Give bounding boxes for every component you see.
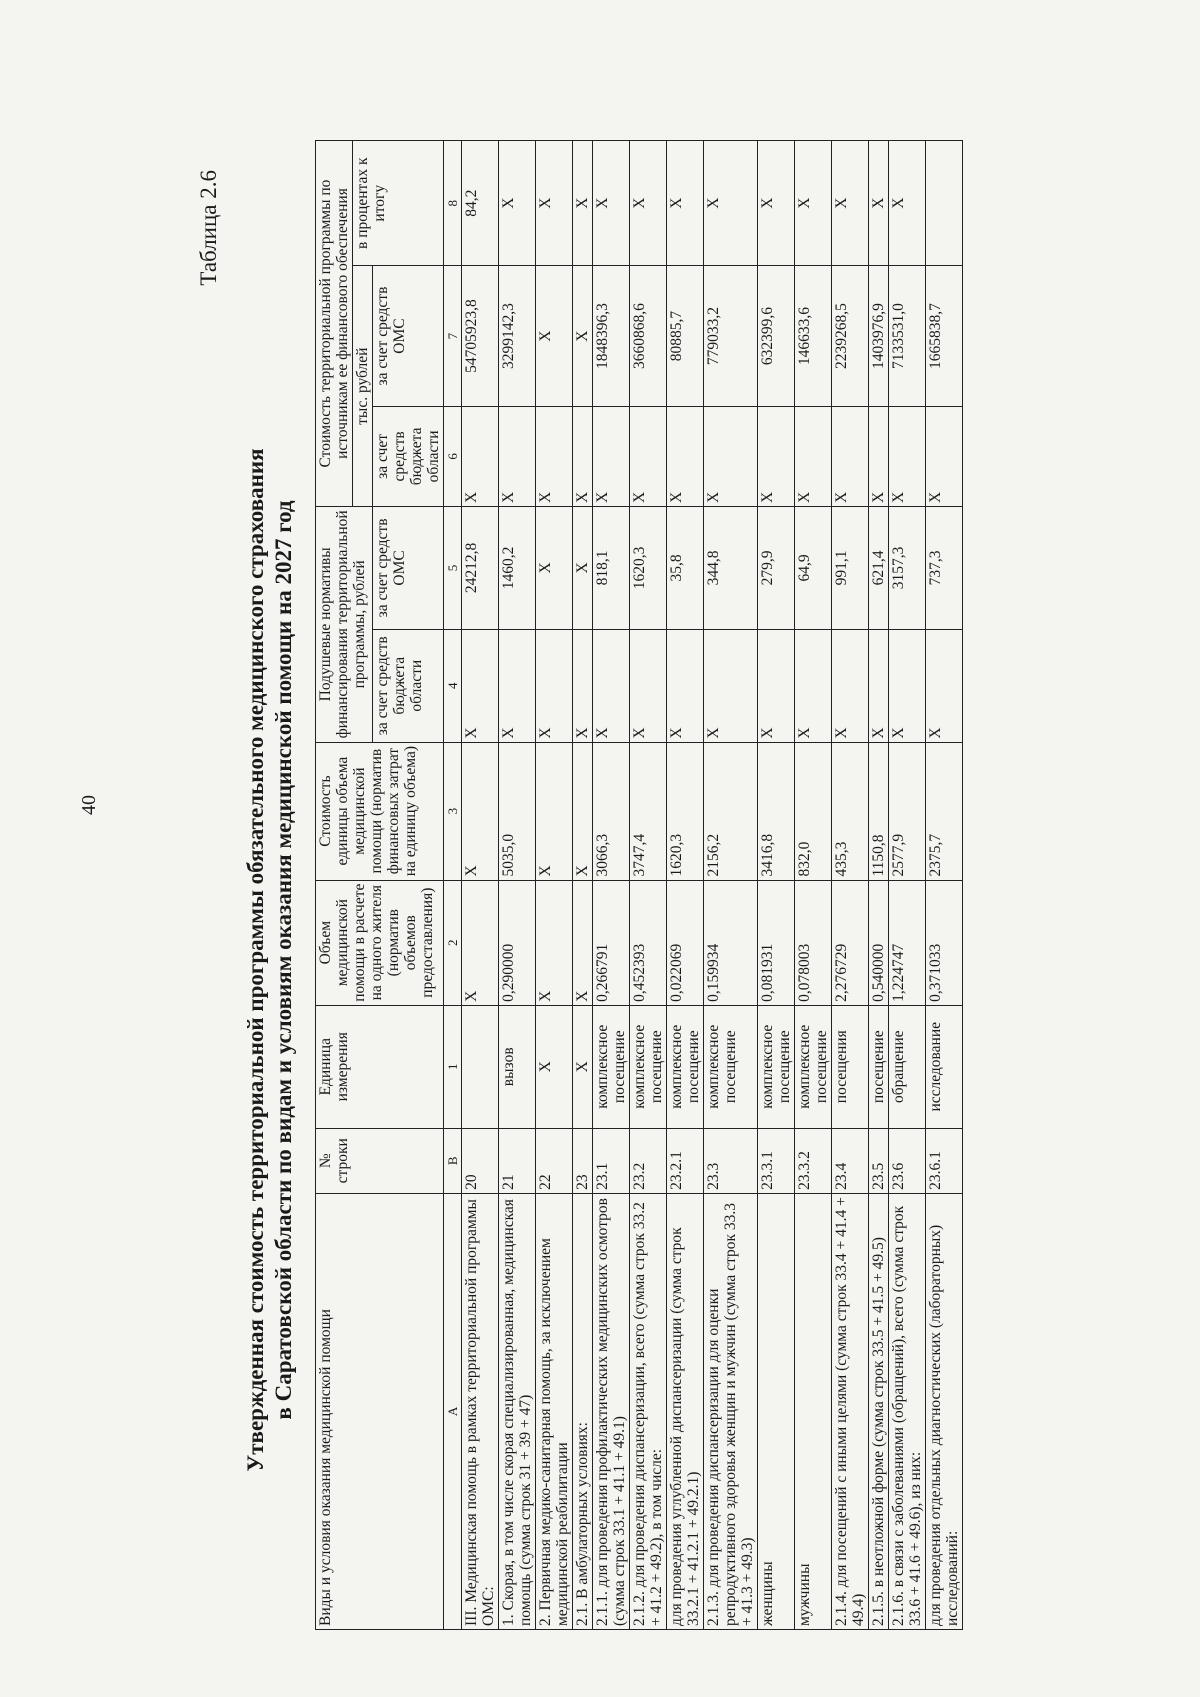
cell-volume: 0,371033 xyxy=(926,880,963,1005)
cell-unit: посещение xyxy=(869,1005,889,1128)
page-number: 40 xyxy=(78,795,100,815)
cell-unit: комплексное посещение xyxy=(593,1005,630,1128)
cell-pct: Х xyxy=(832,141,869,266)
cell-volume: Х xyxy=(462,880,499,1005)
cell-t-oms: 80885,7 xyxy=(667,266,704,406)
table-row xyxy=(869,141,889,1630)
cell-pct: Х xyxy=(573,141,593,266)
header-thousand-rub: тыс. рублей xyxy=(353,266,373,507)
cell-row-no: 23 xyxy=(573,1128,593,1193)
cell-unit: комплексное посещение xyxy=(704,1005,758,1128)
cell-pc-budget: Х xyxy=(832,629,869,742)
cell-cost: 832,0 xyxy=(795,742,832,880)
cell-volume: 0,452393 xyxy=(630,880,667,1005)
cell-pc-budget: Х xyxy=(536,629,573,742)
table-label: Таблица 2.6 xyxy=(196,170,221,286)
cell-kind: для проведения отдельных диагностических (лабораторных) исследований: xyxy=(926,1193,963,1629)
table-row xyxy=(704,141,758,1630)
cell-t-oms: 779033,2 xyxy=(704,266,758,406)
cell-t-oms: 3660868,6 xyxy=(630,266,667,406)
cell-t-budget: Х xyxy=(667,406,704,506)
cell-row-no: 21 xyxy=(499,1128,536,1193)
header-row-no: № строки xyxy=(316,1128,444,1193)
header-pc-oms: за счет средств ОМС xyxy=(373,507,444,630)
cell-pc-oms: 64,9 xyxy=(795,507,832,630)
cell-t-budget: Х xyxy=(536,406,573,506)
cell-cost: 2577,9 xyxy=(889,742,926,880)
cell-t-budget: Х xyxy=(462,406,499,506)
cell-volume: Х xyxy=(573,880,593,1005)
cell-cost: 2375,7 xyxy=(926,742,963,880)
col-number: 3 xyxy=(444,742,462,880)
cell-pc-budget: Х xyxy=(926,629,963,742)
cell-t-budget: Х xyxy=(593,406,630,506)
table-row xyxy=(630,141,667,1630)
cell-pc-budget: Х xyxy=(573,629,593,742)
cell-kind: 2.1. В амбулаторных условиях: xyxy=(573,1193,593,1629)
header-cost-unit: Стоимость единицы объема медицинской помощи (норматив финансовых затрат на единицу объема) xyxy=(316,742,444,880)
table-row xyxy=(536,141,573,1630)
table-row xyxy=(573,141,593,1630)
cell-unit: Х xyxy=(573,1005,593,1128)
cell-t-budget: Х xyxy=(889,406,926,506)
cell-pct: Х xyxy=(704,141,758,266)
cell-volume: 0,540000 xyxy=(869,880,889,1005)
cell-kind: 1. Скорая, в том числе скорая специализированная, медицинская помощь (сумма строк 31 + 39 + 47) xyxy=(499,1193,536,1629)
cell-pc-budget: Х xyxy=(889,629,926,742)
cell-pct: Х xyxy=(889,141,926,266)
cell-row-no: 23.5 xyxy=(869,1128,889,1193)
cell-pc-oms: Х xyxy=(536,507,573,630)
cell-kind: 2.1.5. в неотложной форме (сумма строк 33.5 + 41.5 + 49.5) xyxy=(869,1193,889,1629)
cell-pc-oms: 344,8 xyxy=(704,507,758,630)
cell-pct: Х xyxy=(795,141,832,266)
cell-pc-oms: 3157,3 xyxy=(889,507,926,630)
cell-row-no: 23.1 xyxy=(593,1128,630,1193)
cell-pc-budget: Х xyxy=(869,629,889,742)
col-number: 1 xyxy=(444,1005,462,1128)
cell-kind: мужчины xyxy=(795,1193,832,1629)
cell-t-budget: Х xyxy=(795,406,832,506)
cell-t-budget: Х xyxy=(704,406,758,506)
cell-row-no: 23.3.1 xyxy=(758,1128,795,1193)
document-title xyxy=(242,290,298,1630)
cell-kind: для проведения углубленной диспансеризации (сумма строк 33.2.1 + 41.2.1 + 49.2.1) xyxy=(667,1193,704,1629)
cell-volume: 0,078003 xyxy=(795,880,832,1005)
cell-pc-budget: Х xyxy=(795,629,832,742)
cell-cost: Х xyxy=(536,742,573,880)
cell-t-oms: 1848396,3 xyxy=(593,266,630,406)
header-percent: в процентах к итогу xyxy=(353,141,444,266)
cell-cost: 3066,3 xyxy=(593,742,630,880)
cell-t-oms: 3299142,3 xyxy=(499,266,536,406)
cell-kind: III. Медицинская помощь в рамках территориальной программы ОМС: xyxy=(462,1193,499,1629)
cell-pct: Х xyxy=(499,141,536,266)
cell-unit: Х xyxy=(536,1005,573,1128)
cell-unit: комплексное посещение xyxy=(758,1005,795,1128)
col-number: 5 xyxy=(444,507,462,630)
cell-cost: 5035,0 xyxy=(499,742,536,880)
table-row xyxy=(832,141,869,1630)
cell-pct: Х xyxy=(536,141,573,266)
cell-cost: 2156,2 xyxy=(704,742,758,880)
cell-pc-oms: 737,3 xyxy=(926,507,963,630)
cell-volume: 0,022069 xyxy=(667,880,704,1005)
cell-pc-oms: 35,8 xyxy=(667,507,704,630)
cell-t-budget: Х xyxy=(630,406,667,506)
cell-kind: 2.1.6. в связи с заболеваниями (обращений), всего (сумма строк 33.6 + 41.6 + 49.6), из них: xyxy=(889,1193,926,1629)
cell-unit: исследование xyxy=(926,1005,963,1128)
cell-volume: 0,159934 xyxy=(704,880,758,1005)
cell-pc-budget: Х xyxy=(667,629,704,742)
table-body xyxy=(462,141,963,1630)
cell-pc-oms: 818,1 xyxy=(593,507,630,630)
header-t-oms: за счет средств ОМС xyxy=(373,266,444,406)
cell-kind: 2. Первичная медико-санитарная помощь, за исключением медицинской реабилитации xyxy=(536,1193,573,1629)
table-row xyxy=(795,141,832,1630)
col-number: 4 xyxy=(444,629,462,742)
header-unit: Единица измерения xyxy=(316,1005,444,1128)
cell-pct: Х xyxy=(869,141,889,266)
cell-row-no: 23.2.1 xyxy=(667,1128,704,1193)
col-number: 2 xyxy=(444,880,462,1005)
cell-kind: 2.1.4. для посещений с иными целями (сумма строк 33.4 + 41.4 + 49.4) xyxy=(832,1193,869,1629)
header-per-capita: Подушевые нормативы финансирования территориальной программы, рублей xyxy=(316,507,373,743)
cell-pc-oms: 621,4 xyxy=(869,507,889,630)
cell-pct: Х xyxy=(593,141,630,266)
column-number-row xyxy=(444,141,462,1630)
table-row xyxy=(926,141,963,1630)
cell-row-no: 20 xyxy=(462,1128,499,1193)
cell-pc-budget: Х xyxy=(704,629,758,742)
cell-cost: 1620,3 xyxy=(667,742,704,880)
cell-kind: 2.1.3. для проведения диспансеризации для оценки репродуктивного здоровья женщин и мужчин (сумма строк 33.3 + 41.3 + 49.3) xyxy=(704,1193,758,1629)
col-number: 8 xyxy=(444,141,462,266)
cell-unit: вызов xyxy=(499,1005,536,1128)
cell-pc-oms: Х xyxy=(573,507,593,630)
cell-pc-oms: 1460,2 xyxy=(499,507,536,630)
cell-row-no: 23.3.2 xyxy=(795,1128,832,1193)
table-row xyxy=(889,141,926,1630)
table-row xyxy=(593,141,630,1630)
cell-volume: 0,081931 xyxy=(758,880,795,1005)
cell-pct xyxy=(926,141,963,266)
cell-pc-budget: Х xyxy=(758,629,795,742)
cell-unit: обращение xyxy=(889,1005,926,1128)
cell-t-oms: 1403976,9 xyxy=(869,266,889,406)
cell-volume: Х xyxy=(536,880,573,1005)
cell-volume: 1,224747 xyxy=(889,880,926,1005)
cell-t-oms: 7133531,0 xyxy=(889,266,926,406)
cell-cost: 3747,4 xyxy=(630,742,667,880)
cell-pc-oms: 279,9 xyxy=(758,507,795,630)
table-row xyxy=(758,141,795,1630)
cell-volume: 0,266791 xyxy=(593,880,630,1005)
header-volume: Объем медицинской помощи в расчете на одного жителя (норматив объемов предоставления) xyxy=(316,880,444,1005)
cell-volume: 2,276729 xyxy=(832,880,869,1005)
cell-row-no: 23.4 xyxy=(832,1128,869,1193)
cell-unit: комплексное посещение xyxy=(667,1005,704,1128)
cell-cost: 1150,8 xyxy=(869,742,889,880)
header-t-budget: за счет средств бюджета области xyxy=(373,406,444,506)
cell-unit xyxy=(462,1005,499,1128)
cell-t-budget: Х xyxy=(499,406,536,506)
cell-pc-budget: Х xyxy=(593,629,630,742)
header-pc-budget: за счет средств бюджета области xyxy=(373,629,444,742)
table-row xyxy=(667,141,704,1630)
cell-t-oms: 2239268,5 xyxy=(832,266,869,406)
cell-t-budget: Х xyxy=(832,406,869,506)
cell-pc-oms: 24212,8 xyxy=(462,507,499,630)
cell-row-no: 23.6.1 xyxy=(926,1128,963,1193)
cell-pc-oms: 991,1 xyxy=(832,507,869,630)
cell-pct: Х xyxy=(758,141,795,266)
cell-kind: 2.1.1. для проведения профилактических медицинских осмотров (сумма строк 33.1 + 41.1 + 49.1) xyxy=(593,1193,630,1629)
cell-unit: комплексное посещение xyxy=(630,1005,667,1128)
cell-t-budget: Х xyxy=(926,406,963,506)
cell-cost: 3416,8 xyxy=(758,742,795,880)
title-block xyxy=(190,140,330,1650)
col-number: А xyxy=(444,1193,462,1629)
cell-t-oms: Х xyxy=(573,266,593,406)
cell-pct: Х xyxy=(667,141,704,266)
col-number: 7 xyxy=(444,266,462,406)
cell-pc-oms: 1620,3 xyxy=(630,507,667,630)
col-number: В xyxy=(444,1128,462,1193)
header-kind: Виды и условия оказания медицинской помощи xyxy=(316,1193,444,1629)
cell-t-oms: 146633,6 xyxy=(795,266,832,406)
header-total-cost: Стоимость территориальной программы по источникам ее финансового обеспечения xyxy=(316,141,353,507)
cell-pc-budget: Х xyxy=(462,629,499,742)
table-row xyxy=(462,141,499,1630)
cell-volume: 0,290000 xyxy=(499,880,536,1005)
cell-pc-budget: Х xyxy=(499,629,536,742)
cell-t-oms: 1665838,7 xyxy=(926,266,963,406)
cell-kind: женщины xyxy=(758,1193,795,1629)
cost-table xyxy=(315,140,963,1630)
title-line-2: в Саратовской области по видам и условиям оказания медицинской помощи на 2027 год xyxy=(271,500,296,1420)
cell-row-no: 23.6 xyxy=(889,1128,926,1193)
cell-unit: посещения xyxy=(832,1005,869,1128)
cell-t-oms: 54705923,8 xyxy=(462,266,499,406)
cell-pct: 84,2 xyxy=(462,141,499,266)
table-row xyxy=(499,141,536,1630)
cell-kind: 2.1.2. для проведения диспансеризации, всего (сумма строк 33.2 + 41.2 + 49.2), в том числе: xyxy=(630,1193,667,1629)
rotated-document xyxy=(190,140,1090,1650)
cell-pc-budget: Х xyxy=(630,629,667,742)
cell-unit: комплексное посещение xyxy=(795,1005,832,1128)
cell-t-oms: Х xyxy=(536,266,573,406)
title-line-1: Утвержденная стоимость территориальной программы обязательного медицинского страхования xyxy=(243,448,268,1472)
cell-cost: Х xyxy=(462,742,499,880)
cell-row-no: 23.3 xyxy=(704,1128,758,1193)
cell-cost: 435,3 xyxy=(832,742,869,880)
cell-t-budget: Х xyxy=(869,406,889,506)
col-number: 6 xyxy=(444,406,462,506)
cell-t-budget: Х xyxy=(573,406,593,506)
cell-t-oms: 632399,6 xyxy=(758,266,795,406)
cell-cost: Х xyxy=(573,742,593,880)
cell-pct: Х xyxy=(630,141,667,266)
cell-row-no: 23.2 xyxy=(630,1128,667,1193)
cell-row-no: 22 xyxy=(536,1128,573,1193)
cell-t-budget: Х xyxy=(758,406,795,506)
